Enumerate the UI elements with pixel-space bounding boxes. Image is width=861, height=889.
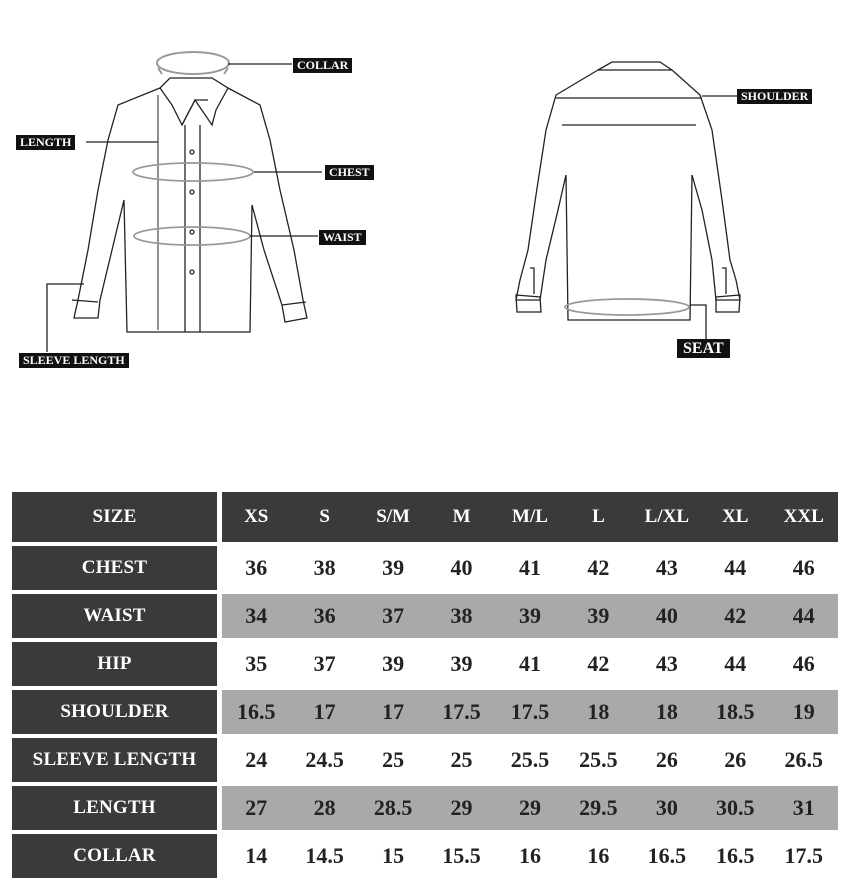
table-cell: 39 [450,651,473,676]
collar-tag: COLLAR [293,58,352,73]
table-cell: 31 [792,795,815,820]
table-header-row [12,492,838,542]
table-cell: 46 [792,555,815,580]
table-row [12,546,838,590]
table-cell: 28.5 [373,795,413,820]
table-cell: 16.5 [647,843,687,868]
table-cell: 17.5 [510,699,550,724]
length-tag: LENGTH [16,135,75,150]
table-row [12,786,838,830]
table-cell: 14 [245,843,268,868]
size-header-cell: S [319,506,330,527]
chest-tag: CHEST [325,165,374,180]
size-header-cell: XXL [783,506,824,527]
table-cell: 29.5 [579,795,618,820]
measurement-diagram [0,0,861,420]
table-cell: 42 [587,651,610,676]
table-cell: 29 [450,795,473,820]
table-cell: 40 [655,603,678,628]
table-cell: 40 [450,555,473,580]
table-cell: 35 [245,651,268,676]
table-cell: 42 [724,603,747,628]
table-cell: 39 [518,603,541,628]
table-cell: 19 [792,699,815,724]
table-cell: 27 [245,795,268,820]
table-cell: 30 [655,795,678,820]
row-cells [222,690,838,734]
table-cell: 16 [587,843,610,868]
table-cell: 37 [382,603,405,628]
row-label: HIP [12,642,217,686]
table-cell: 26 [724,747,747,772]
table-cell: 36 [245,555,268,580]
row-label: COLLAR [12,834,217,878]
table-row [12,834,838,878]
seat-tag: SEAT [677,339,730,358]
waist-tag: WAIST [319,230,366,245]
table-cell: 44 [724,555,747,580]
table-cell: 25.5 [510,747,550,772]
table-cell: 37 [313,651,336,676]
shirt-front-illustration [47,52,322,352]
size-header-cell: M/L [512,506,548,527]
size-header-cells [222,492,838,542]
table-cell: 14.5 [305,843,344,868]
row-label: LENGTH [12,786,217,830]
table-cell: 28 [313,795,336,820]
table-cell: 24.5 [305,747,344,772]
table-cell: 25 [382,747,405,772]
table-cell: 15 [382,843,405,868]
table-cell: 39 [587,603,610,628]
row-cells [222,738,838,782]
row-cells [222,834,838,878]
table-cell: 41 [518,651,541,676]
row-cells [222,642,838,686]
table-cell: 30.5 [716,795,755,820]
table-cell: 44 [724,651,747,676]
row-cells [222,594,838,638]
table-cell: 38 [450,603,473,628]
table-cell: 16 [518,843,541,868]
table-cell: 18.5 [716,699,755,724]
table-cell: 16.5 [236,699,276,724]
table-cell: 46 [792,651,815,676]
table-cell: 42 [587,555,610,580]
table-cell: 17 [313,699,336,724]
table-cell: 39 [382,651,405,676]
row-label: SLEEVE LENGTH [12,738,217,782]
size-header-cell: XS [244,506,269,527]
size-chart-table [12,492,838,882]
table-cell: 24 [245,747,268,772]
table-cell: 17 [382,699,405,724]
size-header-cell: S/M [376,506,410,527]
table-cell: 43 [655,555,678,580]
table-cell: 18 [587,699,610,724]
table-cell: 17.5 [784,843,823,868]
size-header-cell: L [592,506,605,527]
table-cell: 18 [655,699,678,724]
size-header-label: SIZE [12,492,217,542]
table-row [12,690,838,734]
size-header-cell: L/XL [644,506,690,527]
table-cell: 26 [655,747,678,772]
shirt-back-illustration [516,62,740,340]
table-row [12,642,838,686]
table-cell: 41 [518,555,541,580]
table-cell: 15.5 [442,843,481,868]
table-row [12,594,838,638]
table-cell: 38 [313,555,336,580]
table-body [12,546,838,878]
sleeve-length-tag: SLEEVE LENGTH [19,353,129,368]
row-label: SHOULDER [12,690,217,734]
shirt-illustrations [0,0,861,420]
row-cells [222,786,838,830]
table-cell: 34 [245,603,268,628]
table-cell: 36 [313,603,336,628]
shoulder-tag: SHOULDER [737,89,812,104]
table-cell: 29 [518,795,541,820]
table-cell: 26.5 [784,747,823,772]
size-header-cell: M [452,506,471,527]
table-cell: 16.5 [716,843,755,868]
row-label: WAIST [12,594,217,638]
size-header-cell: XL [722,506,749,527]
row-label: CHEST [12,546,217,590]
table-row [12,738,838,782]
table-cell: 43 [655,651,678,676]
table-cell: 25.5 [579,747,618,772]
table-cell: 44 [792,603,815,628]
table-cell: 17.5 [442,699,481,724]
table-cell: 25 [450,747,473,772]
table-cell: 39 [382,555,405,580]
row-cells [222,546,838,590]
